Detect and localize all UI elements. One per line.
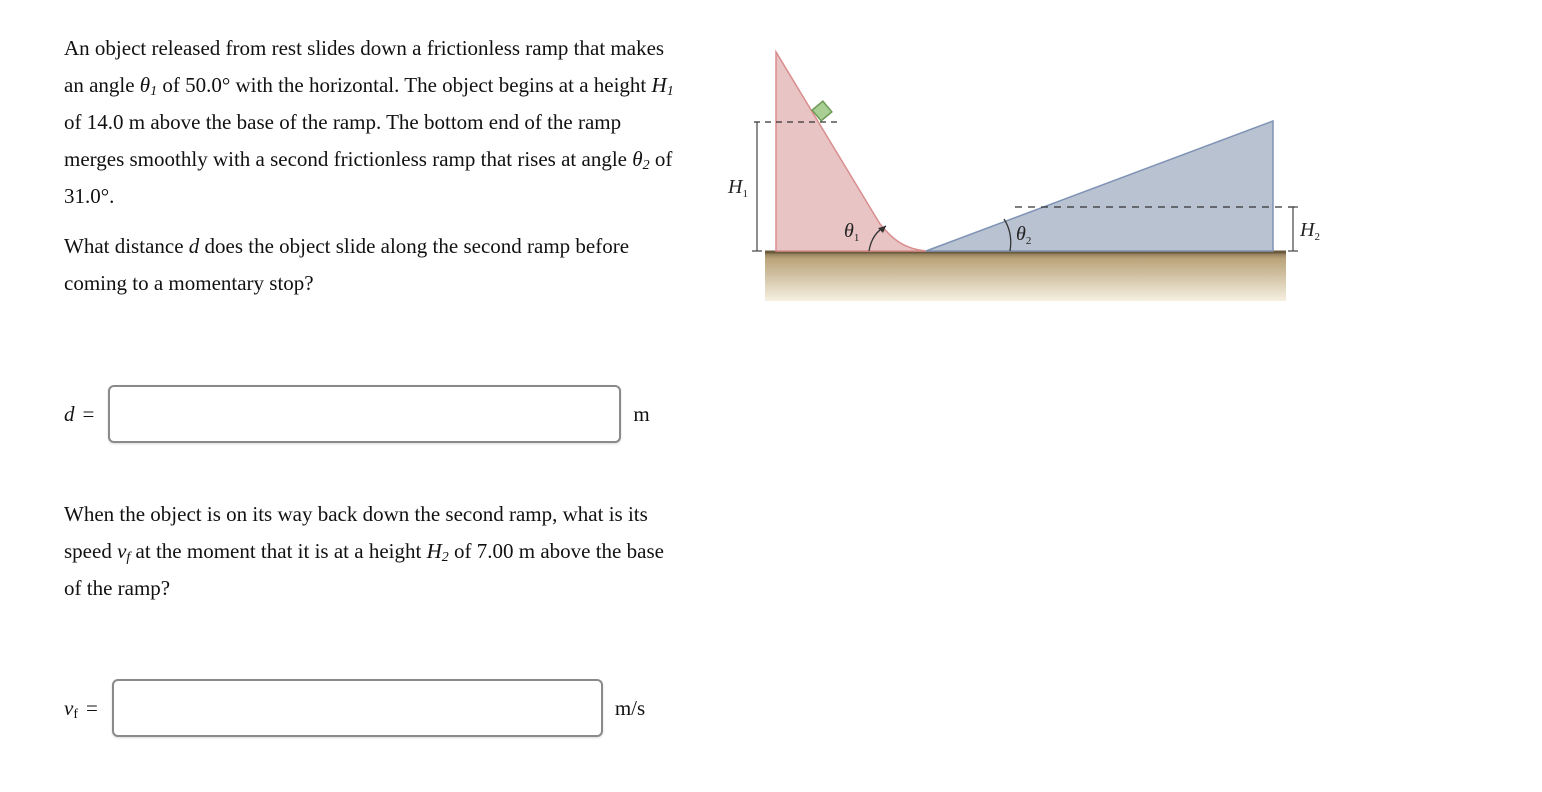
d-symbol: d: [188, 234, 200, 258]
problem-intro: [64, 30, 684, 215]
answer-input-d[interactable]: [108, 385, 621, 443]
problem-intro-text: An object released from rest slides down a frictionless ramp that makes an angle $\theta_1$ of 50.0° with the horizontal. The object begins at a height $H_1$ of 14.0 m above the base of the ramp. The bottom end of the ramp merges smoothly with a second frictionless ramp that rises at angle $\theta_2$ of 31.0°.: [64, 36, 674, 208]
theta1-label: $\theta_1$: [844, 220, 860, 244]
unit-d: m: [633, 401, 650, 426]
question-speed-text: When the object is on its way back down the second ramp, what is its speed $v_f$ at the moment that it is at a height $H_2$ of 7.00 m above the base of the ramp?: [64, 502, 664, 600]
h1-symbol: $H_1$: [651, 73, 674, 99]
h2-label: $H_2$: [1300, 219, 1320, 243]
answer-label-d: d =: [64, 401, 95, 426]
vf-symbol: $v_f$: [117, 539, 131, 565]
question-distance-text: What distance d does the object slide along the second ramp before coming to a momentary stop?: [64, 234, 630, 295]
answer-label-vf: $v_f$ =: [64, 695, 98, 722]
ramp-diagram: [720, 40, 1340, 310]
answer-input-vf[interactable]: [112, 679, 603, 737]
answer-row-d: [64, 384, 650, 444]
question-distance: [64, 228, 684, 302]
h1-label: $H_1$: [728, 176, 748, 200]
second-ramp: [926, 121, 1273, 251]
theta2-symbol: $\theta_2$: [632, 147, 650, 173]
theta2-label: $\theta_2$: [1016, 223, 1032, 247]
unit-vf: m/s: [614, 695, 646, 720]
h2-symbol: $H_2$: [426, 539, 449, 565]
theta1-symbol: $\theta_1$: [139, 73, 158, 99]
answer-row-vf: [64, 678, 645, 738]
question-speed: [64, 496, 684, 607]
ground: [765, 251, 1286, 301]
